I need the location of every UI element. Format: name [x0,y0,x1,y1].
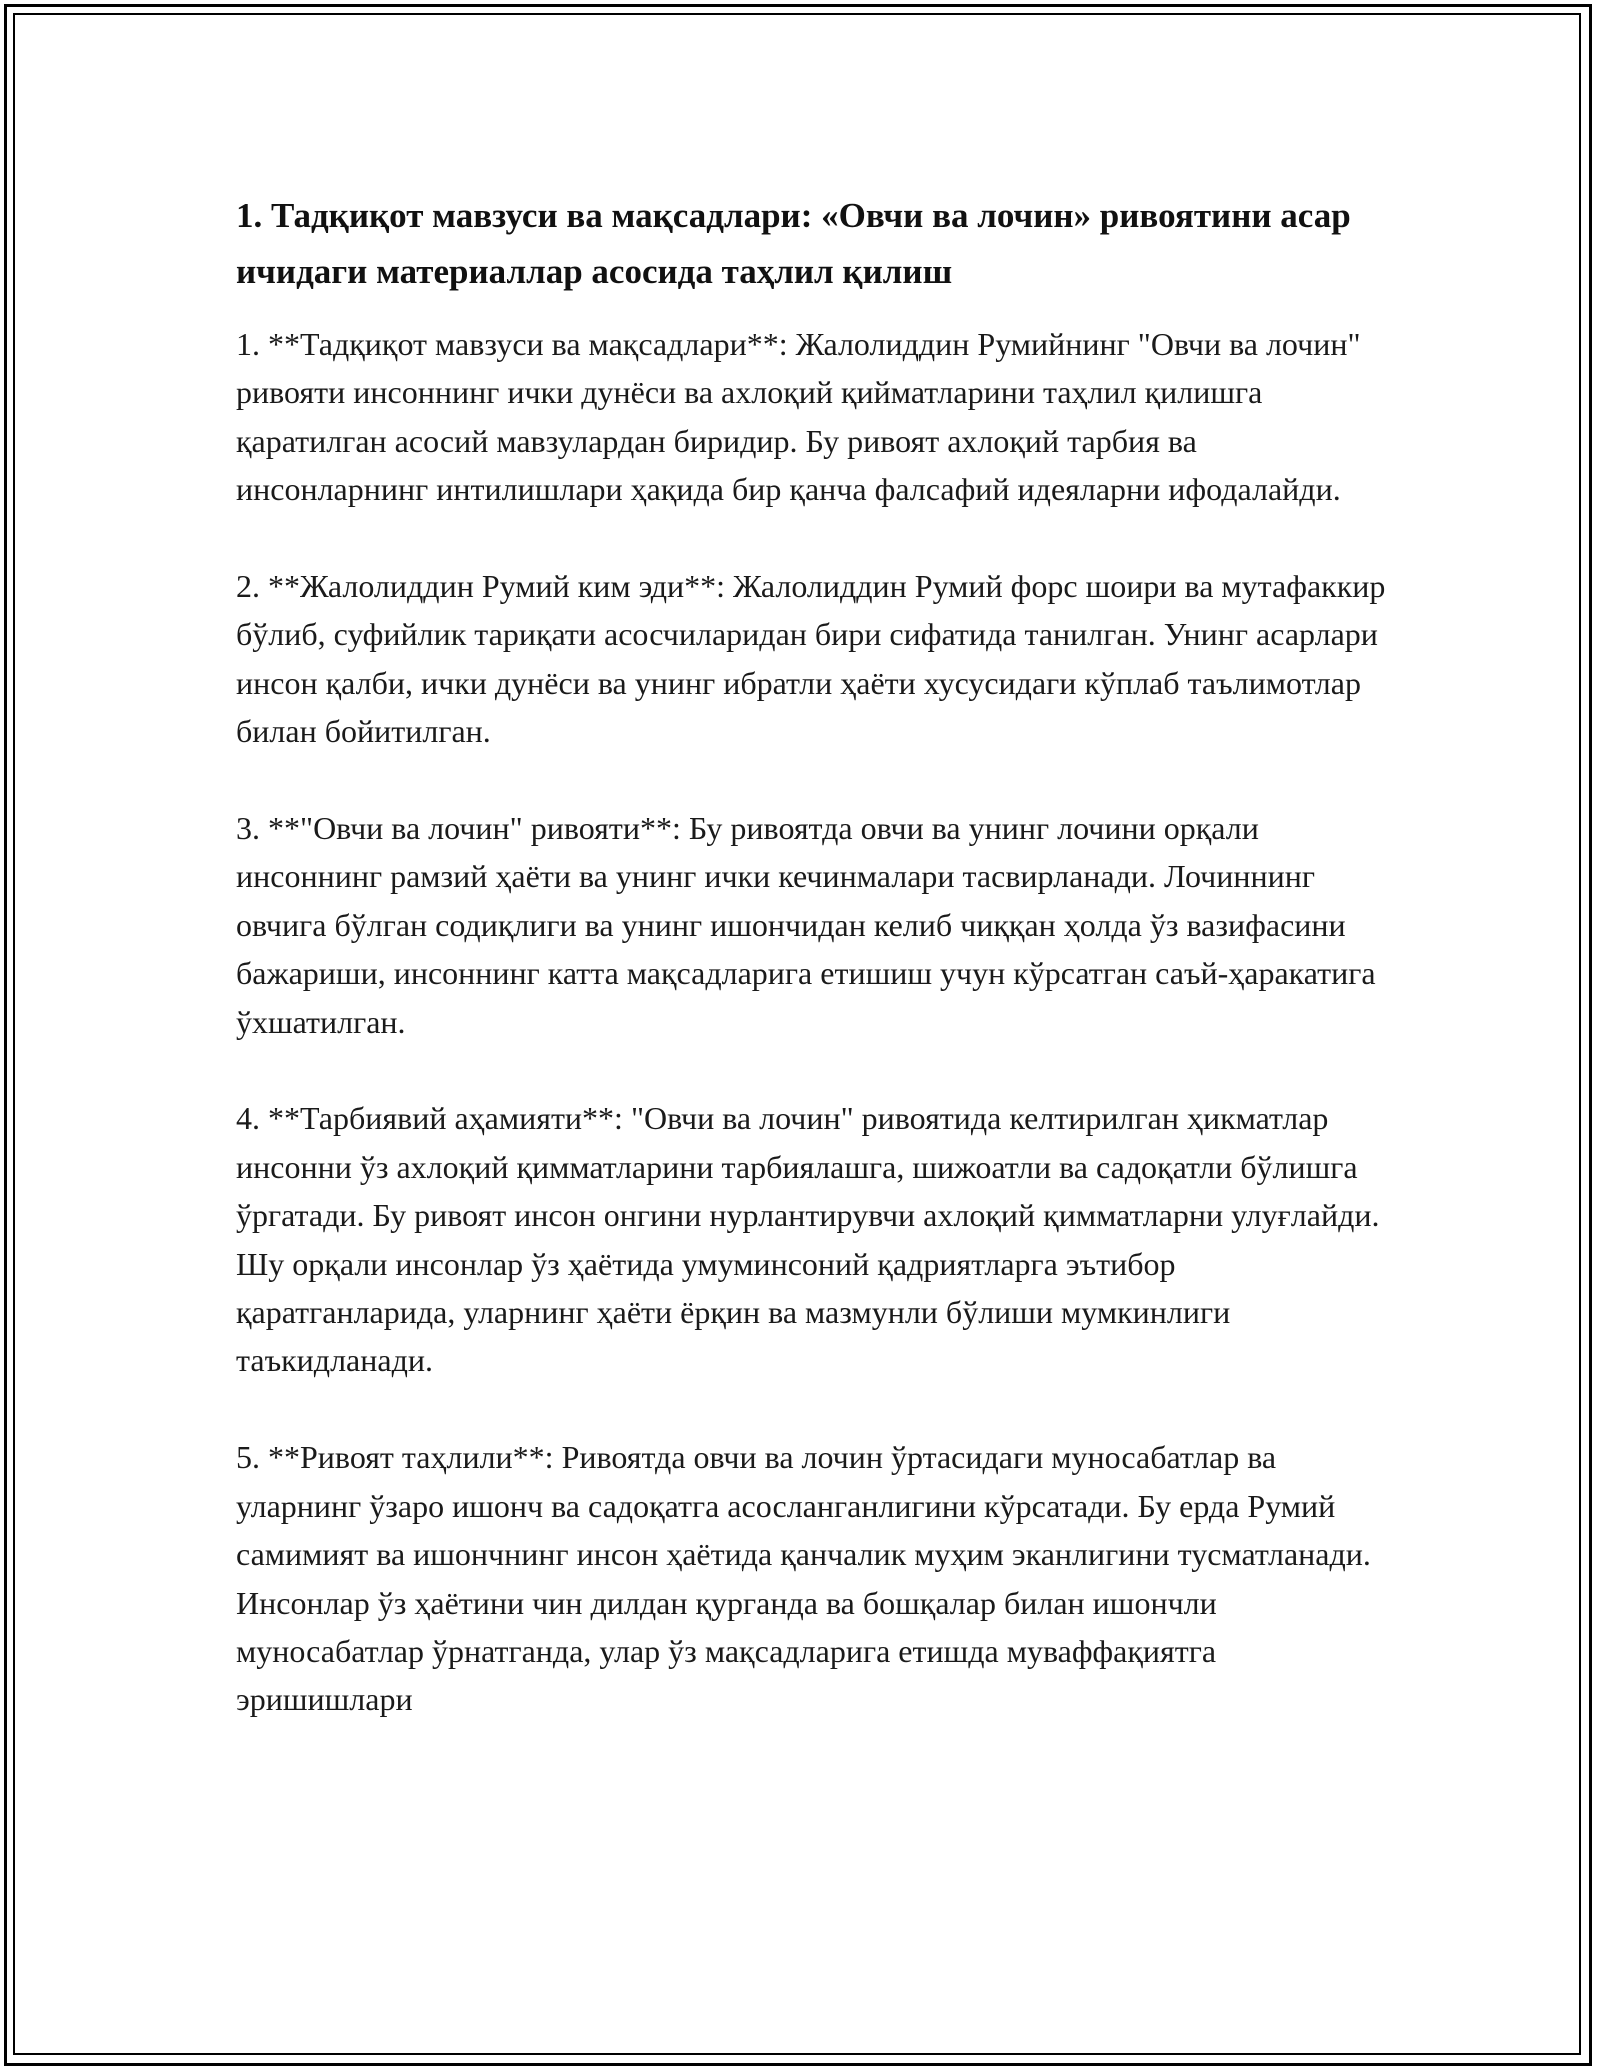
paragraph-3: 3. **"Овчи ва лочин" ривояти**: Бу ривоятда овчи ва унинг лочини орқали инсоннинг рамзий ҳаёти ва унинг ички кечинмалари тасвирланади. Лочиннинг овчига бўлган содиқлиги ва унинг ишончидан келиб чиққан ҳолда ўз вазифасини бажариши, инсоннинг катта мақсадларига етишиш учун кўрсатган саъй-ҳаракатига ўхшатилган. [236,810,1376,1040]
document-body [236,188,1386,1772]
paragraph-1: 1. **Тадқиқот мавзуси ва мақсадлари**: Жалолиддин Румийнинг "Овчи ва лочин" ривояти инсоннинг ички дунёси ва ахлоқий қийматларини таҳлил қилишга қаратилган асосий мавзулардан биридир. Бу ривоят ахлоқий тарбия ва инсонларнинг интилишлари ҳақида бир қанча фалсафий идеяларни ифодалайди. [236,326,1361,508]
paragraph-5: 5. **Ривоят таҳлили**: Ривоятда овчи ва лочин ўртасидаги муносабатлар ва уларнинг ўзаро ишонч ва садоқатга асосланганлигини кўрсатади. Бу ерда Румий самимият ва ишончнинг инсон ҳаётида қанчалик муҳим эканлигини тусматланади. Инсонлар ўз ҳаётини чин дилдан қурганда ва бошқалар билан ишончли муносабатлар ўрнатганда, улар ўз мақсадларига етишда муваффақиятга эришишлари [236,1439,1371,1718]
page-title: 1. Тадқиқот мавзуси ва мақсадлари: «Овчи ва лочин» ривоятини асар ичидаги материаллар асосида таҳлил қилиш [236,196,1351,291]
paragraph-2: 2. **Жалолиддин Румий ким эди**: Жалолиддин Румий форс шоири ва мутафаккир бўлиб, суфийлик тариқати асосчиларидан бири сифатида танилган. Унинг асарлари инсон қалби, ички дунёси ва унинг ибратли ҳаёти хусусидаги кўплаб таълимотлар билан бойитилган. [236,568,1386,750]
paragraph-4: 4. **Тарбиявий аҳамияти**: "Овчи ва лочин" ривоятида келтирилган ҳикматлар инсонни ўз ахлоқий қимматларини тарбиялашга, шижоатли ва садоқатли бўлишга ўргатади. Бу ривоят инсон онгини нурлантирувчи ахлоқий қимматларни улуғлайди. Шу орқали инсонлар ўз ҳаётида умуминсоний қадриятларга эътибор қаратганларида, уларнинг ҳаёти ёрқин ва мазмунли бўлиши мумкинлиги таъкидланади. [236,1100,1380,1379]
